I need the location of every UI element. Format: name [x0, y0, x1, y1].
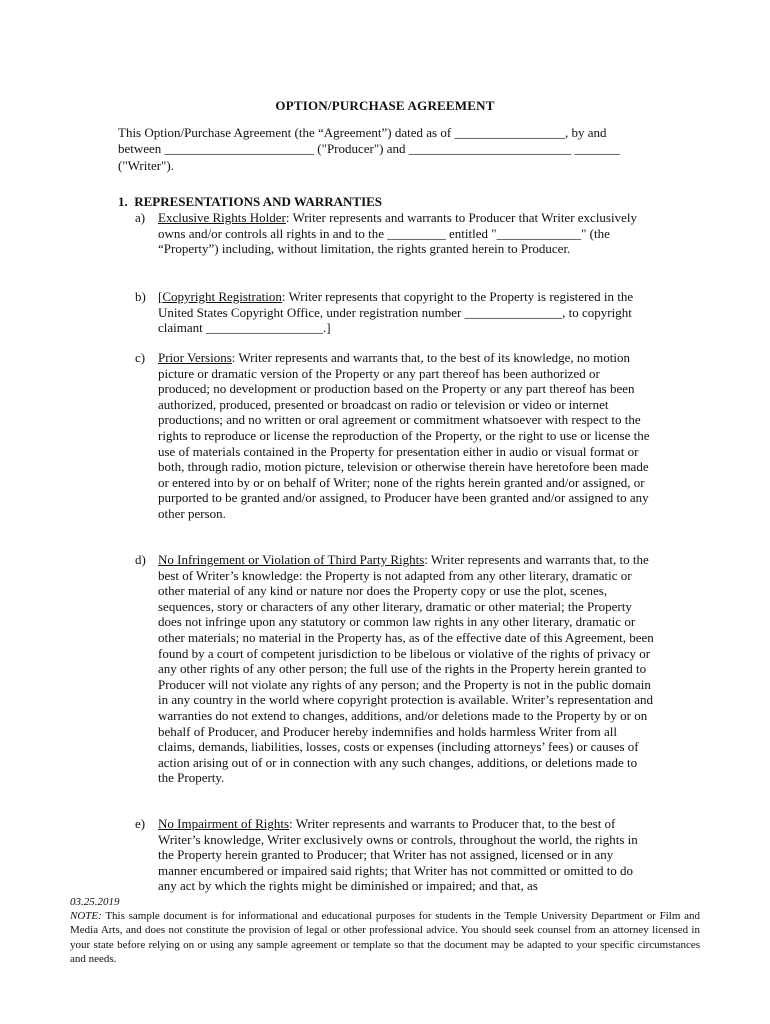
clause-b [135, 289, 655, 336]
clause-letter: c) [135, 350, 146, 365]
clause-a [135, 210, 655, 257]
clause-text: : Writer represents that copyright to the Property is registered in the United States Copyright Office, under registration number _______________, to copyright claimant __________________.] [158, 289, 634, 336]
clause-c [135, 350, 655, 522]
clause-text: : Writer represents and warrants that, to the best of Writer’s knowledge: the Property is not adapted from any other literary, dramatic or other material of any kind or nature nor does the Property copy or use the plot, scenes, sequences, story or characters of any other literary, dramatic or other material; the Property does not infringe upon any statutory or common law rights in any other literary, dramatic or other materials; no material in the Property has, as of the effective date of this Agreement, been found by a court of competent jurisdiction to be libelous or violative of the rights of privacy or any other rights of any other person; the full use of the rights in the Property herein granted to Producer will not violate any rights of any person; and the Property is not in the public domain in any country in the world where copyright protection is available. Writer’s representation and warranties do not extend to changes, additions, and/or deletions made to the Property by or on behalf of Producer, and Producer hereby indemnifies and holds harmless Writer from all claims, demands, liabilities, losses, costs or expenses (including attorneys’ fees) or causes of action arising out of or in connection with any such changes, additions, or deletions made to the Property. [158, 552, 654, 786]
clause-lead: No Impairment of Rights [158, 816, 290, 831]
clause-lead: Exclusive Rights Holder [158, 210, 286, 225]
clause-text: : Writer represents and warrants to Producer that Writer exclusively owns and/or controls all rights in and to the _________ entitled "_____________" (the “Property”) including, without limitation, the rights granted herein to Producer. [158, 210, 637, 257]
note-label: NOTE: [70, 910, 102, 923]
clause-letter: e) [135, 816, 146, 831]
clause-prefix: [ [158, 289, 163, 304]
clause-lead: Prior Versions [158, 350, 232, 365]
intro-paragraph: This Option/Purchase Agreement (the “Agreement”) dated as of _________________, by and between _______________________ ("Producer") and _________________________ _______ ("Writer"). [118, 125, 621, 173]
clause-e [135, 816, 655, 894]
section-heading [118, 194, 382, 210]
section-title: REPRESENTATIONS AND WARRANTIES [134, 194, 383, 209]
clause-text: : Writer represents and warrants that, to the best of its knowledge, no motion picture or dramatic version of the Property or any part thereof has been authorized or produced; no development or production based on the Property or any part thereof has been authorized, produced, presented or broadcast on radio or television or video or internet productions; and no written or oral agreement or commitment whatsoever with respect to the rights to reproduce or license the reproduction of the Property, or the right to use or license the use of materials contained in the Property for presentation either in audio or visual format or both, through radio, motion picture, television or otherwise therein have heretofore been made or entered into by or on behalf of Writer; none of the rights herein granted and/or assigned, or purported to be granted and/or assigned, to Producer have been granted and/or assigned to any other person. [158, 350, 650, 521]
clause-d [135, 552, 655, 786]
note-text: This sample document is for informational and educational purposes for students in the Temple University Department or Film and Media Arts, and does not constitute the provision of legal or other professional advice. You should seek counsel from an attorney licensed in your state before relying on or using any sample agreement or template so that the document may be adapted to your specific circumstances and needs. [70, 910, 700, 965]
clause-lead: No Infringement or Violation of Third Party Rights [158, 552, 425, 567]
clause-text: : Writer represents and warrants to Producer that, to the best of Writer’s knowledge, Writer exclusively owns or controls, throughout the world, the rights in the Property herein granted to Producer; that Writer has not assigned, licensed or in any manner encumbered or impaired said rights; that Writer has not committed or omitted to do any act by which the rights might be diminished or impaired; and that, as [158, 816, 638, 894]
clause-letter: a) [135, 210, 146, 225]
footer-note [70, 895, 700, 966]
section-number: 1. [118, 194, 128, 209]
clause-lead: Copyright Registration [162, 289, 282, 304]
clause-letter: b) [135, 289, 146, 304]
clause-letter: d) [135, 552, 146, 567]
page-title: OPTION/PURCHASE AGREEMENT [275, 98, 495, 113]
footer-date: 03.25.2019 [70, 896, 120, 908]
